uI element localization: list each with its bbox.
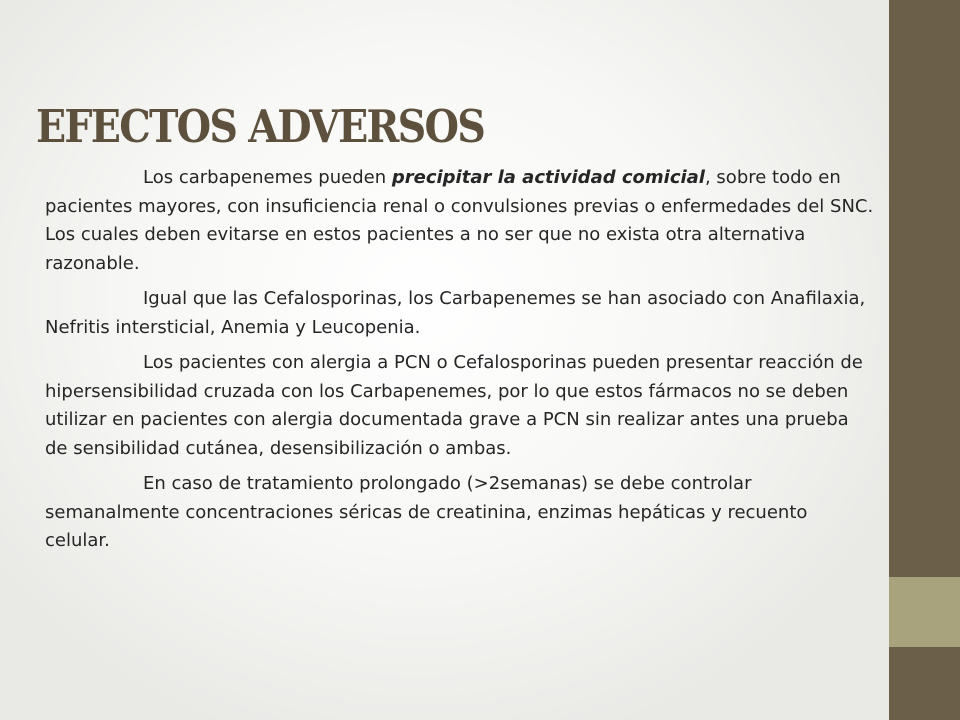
paragraph-seizures — [45, 164, 875, 278]
slide-title: EFECTOS ADVERSOS — [36, 100, 485, 153]
decorative-accent-block — [889, 577, 960, 647]
slide-body — [45, 164, 875, 563]
paragraph-monitoring: En caso de tratamiento prolongado (>2semanas) se debe controlar semanalmente concentraciones séricas de creatinina, enzimas hepáticas y recuento celular. — [45, 473, 808, 551]
paragraph-allergy: Los pacientes con alergia a PCN o Cefalosporinas pueden presentar reacción de hipersensibilidad cruzada con los Carbapenemes, por lo que estos fármacos no se deben utilizar en pacientes con alergia documentada grave a PCN sin realizar antes una prueba de sensibilidad cutánea, desensibilización o ambas. — [45, 352, 863, 459]
emphasis-text: precipitar la actividad comicial — [391, 167, 705, 188]
paragraph-text: , sobre todo en pacientes mayores, con insuficiencia renal o convulsiones previas o enfermedades del SNC. Los cuales deben evitarse en estos pacientes a no ser que no exista otra alternativa razonable. — [45, 167, 874, 274]
paragraph-associations: Igual que las Cefalosporinas, los Carbapenemes se han asociado con Anafilaxia, Nefritis intersticial, Anemia y Leucopenia. — [45, 288, 866, 338]
paragraph-text: Los carbapenemes pueden — [143, 167, 392, 188]
decorative-side-bar — [889, 0, 960, 720]
